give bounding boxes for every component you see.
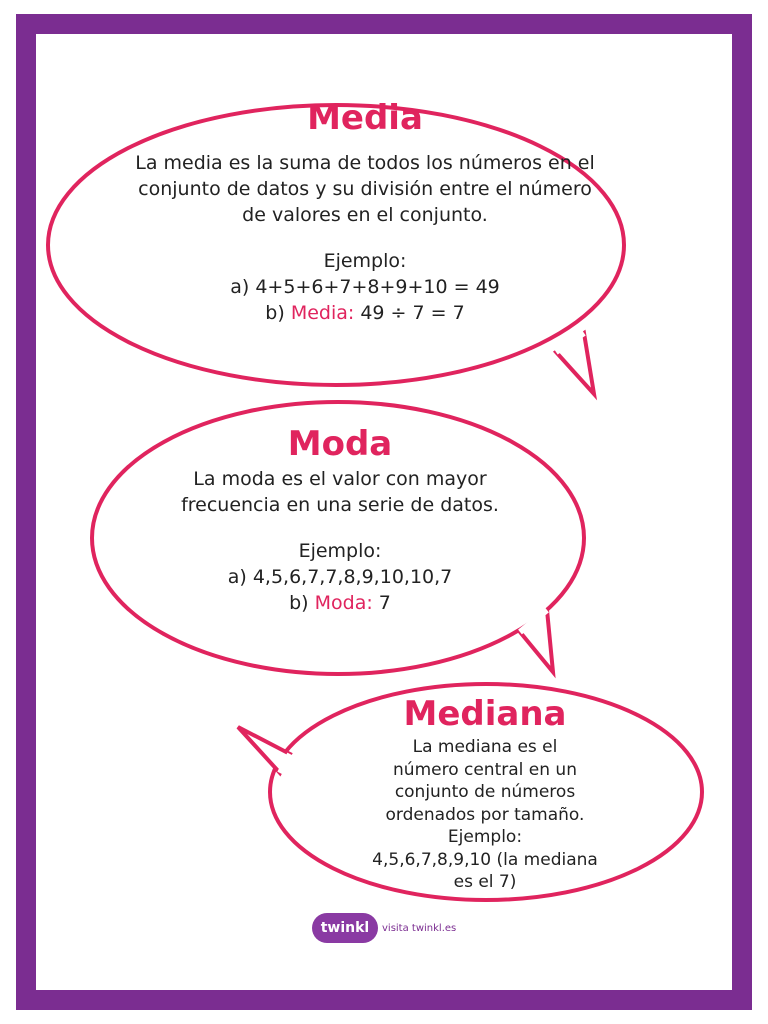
mediana-title: Mediana xyxy=(403,694,567,734)
moda-example-b xyxy=(130,590,550,616)
spacer xyxy=(130,518,550,538)
twinkl-logo[interactable] xyxy=(312,913,378,943)
media-content xyxy=(90,98,640,326)
moda-content xyxy=(130,424,550,616)
mediana-example-line-2: es el 7) xyxy=(453,872,517,892)
twinkl-website-link[interactable]: visita twinkl.es xyxy=(382,922,457,934)
media-definition-line-1: La media es la suma de todos los números en el xyxy=(135,152,595,174)
media-example-b-prefix: b) xyxy=(265,302,291,324)
media-example-a: a) 4+5+6+7+8+9+10 = 49 xyxy=(230,276,500,298)
moda-example-a: a) 4,5,6,7,7,8,9,10,10,7 xyxy=(227,566,453,588)
spacer xyxy=(90,228,640,248)
media-example-label: Ejemplo: xyxy=(323,250,407,272)
mediana-example-label: Ejemplo: xyxy=(447,827,523,847)
twinkl-logo-text: twinkl xyxy=(320,920,370,936)
mediana-line-3: conjunto de números xyxy=(394,782,576,802)
mediana-content xyxy=(330,694,640,894)
footer xyxy=(312,912,456,944)
mediana-line-2: número central en un xyxy=(393,759,577,780)
moda-example-b-prefix: b) xyxy=(289,592,315,614)
moda-example-b-value: 7 xyxy=(372,592,391,614)
media-definition-line-3: de valores en el conjunto. xyxy=(242,204,488,226)
media-example-b xyxy=(90,300,640,326)
moda-definition-line-1: La moda es el valor con mayor xyxy=(193,468,487,490)
media-example-b-keyword: Media: xyxy=(290,302,355,324)
moda-example-label: Ejemplo: xyxy=(298,540,382,562)
mediana-line-1: La mediana es el xyxy=(412,737,558,757)
moda-definition-line-2: frecuencia en una serie de datos. xyxy=(181,494,499,516)
moda-example-b-keyword: Moda: xyxy=(314,592,373,614)
media-example-b-value: 49 ÷ 7 = 7 xyxy=(354,302,465,324)
media-title: Media xyxy=(307,98,423,138)
media-definition-line-2: conjunto de datos y su división entre el número xyxy=(138,178,592,200)
mediana-example-line-1: 4,5,6,7,8,9,10 (la mediana xyxy=(372,849,598,870)
moda-title: Moda xyxy=(287,424,393,464)
mediana-line-4: ordenados por tamaño. xyxy=(385,804,585,825)
